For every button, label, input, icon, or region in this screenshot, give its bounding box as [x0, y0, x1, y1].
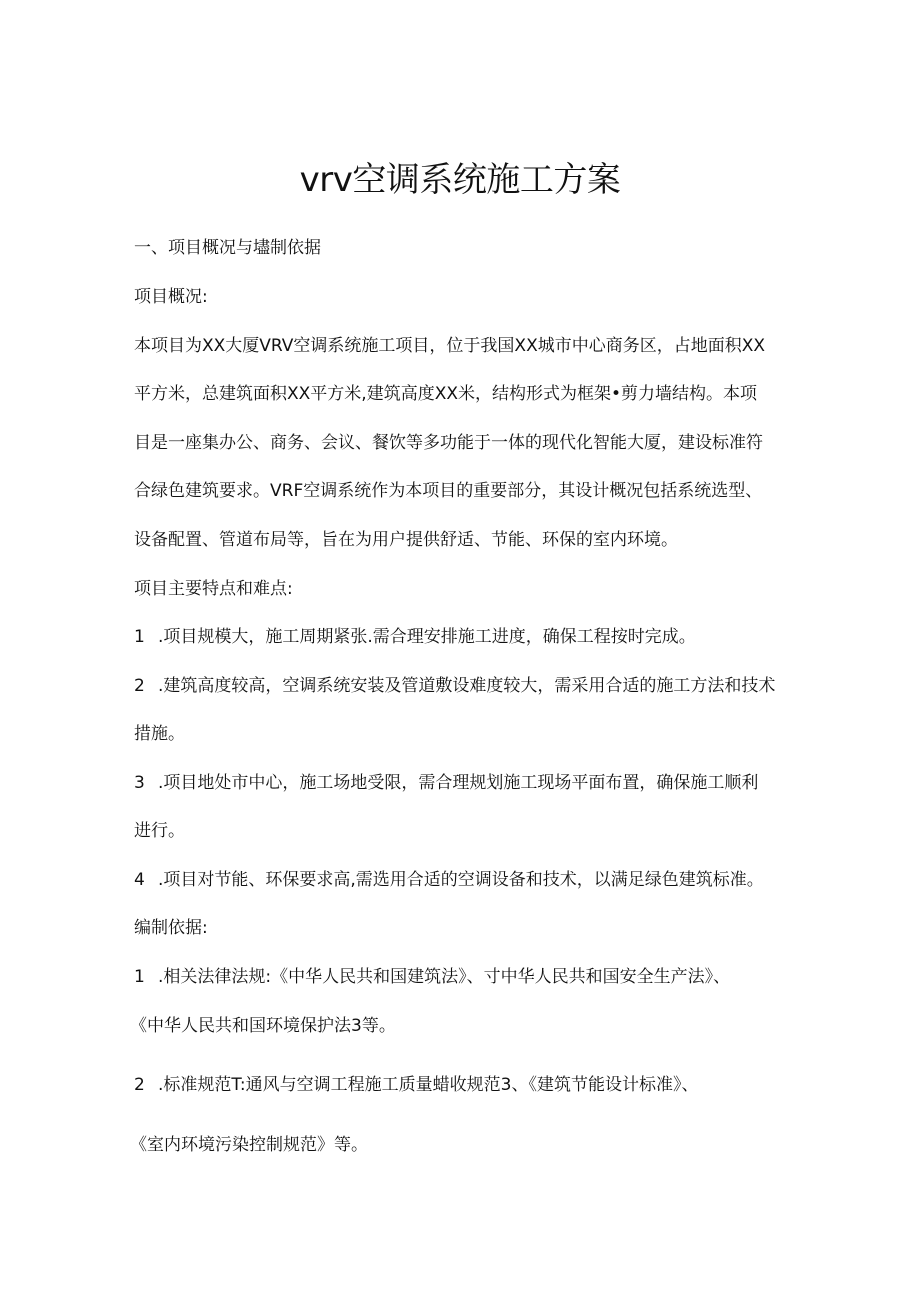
basis-item: [134, 964, 794, 990]
feature-item-continuation: 措施。: [134, 724, 185, 744]
item-text: .标准规范T:通风与空调工程施工质量蜡收规范3、《建筑节能设计标准》、: [158, 1075, 699, 1095]
overview-line: 合绿色建筑要求。VRF空调系统作为本项目的重要部分，其设计概况包括系统选型、: [134, 481, 763, 501]
overview-line: 设备配置、管道布局等，旨在为用户提供舒适、节能、环保的室内环境。: [134, 530, 678, 550]
item-number: 1: [134, 967, 145, 987]
basis-item-continuation: 《室内环境污染控制规范》等。: [130, 1135, 368, 1155]
item-text: .项目地处市中心，施工场地受限，需合理规划施工现场平面布置，确保施工顺利: [158, 773, 759, 793]
feature-item: [134, 770, 794, 796]
item-number: 2: [134, 676, 145, 696]
basis-item-continuation: 《中华人民共和国环境保护法3等。: [130, 1016, 396, 1036]
overview-label: 项目概况:: [134, 287, 208, 307]
basis-label: 编制依据:: [134, 918, 208, 938]
feature-item: [134, 867, 794, 893]
item-text: .建筑高度较高，空调系统安装及管道敷设难度较大，需采用合适的施工方法和技术: [158, 676, 776, 696]
section-heading: 一、项目概况与壗制依据: [134, 238, 321, 258]
feature-item: [134, 673, 794, 699]
item-text: .相关法律法规:《中华人民共和国建筑法》、寸中华人民共和国安全生产法》、: [158, 967, 731, 987]
feature-item-continuation: 进行。: [134, 821, 185, 841]
item-number: 1: [134, 627, 145, 647]
item-text: .项目对节能、环保要求高,需选用合适的空调设备和技术，以满足绿色建筑标准。: [158, 870, 764, 890]
basis-item: [134, 1072, 794, 1098]
document-title: vrv空调系统施工方案: [299, 160, 621, 200]
overview-line: 目是一座集办公、商务、会议、餐饮等多功能于一体的现代化智能大厦，建设标准符: [134, 433, 763, 453]
item-number: 4: [134, 870, 145, 890]
item-text: .项目规模大，施工周期紧张.需合理安排施工进度，确保工程按时完成。: [158, 627, 696, 647]
item-number: 2: [134, 1075, 145, 1095]
overview-line: 平方米，总建筑面积XX平方米,建筑高度XX米，结构形式为框架•剪力墙结构。本项: [134, 384, 758, 404]
feature-item: [134, 624, 794, 650]
overview-line: 本项目为XX大厦VRV空调系统施工项目，位于我国XX城市中心商务区，占地面积XX: [134, 336, 766, 356]
item-number: 3: [134, 773, 145, 793]
features-label: 项目主要特点和难点:: [134, 579, 293, 599]
